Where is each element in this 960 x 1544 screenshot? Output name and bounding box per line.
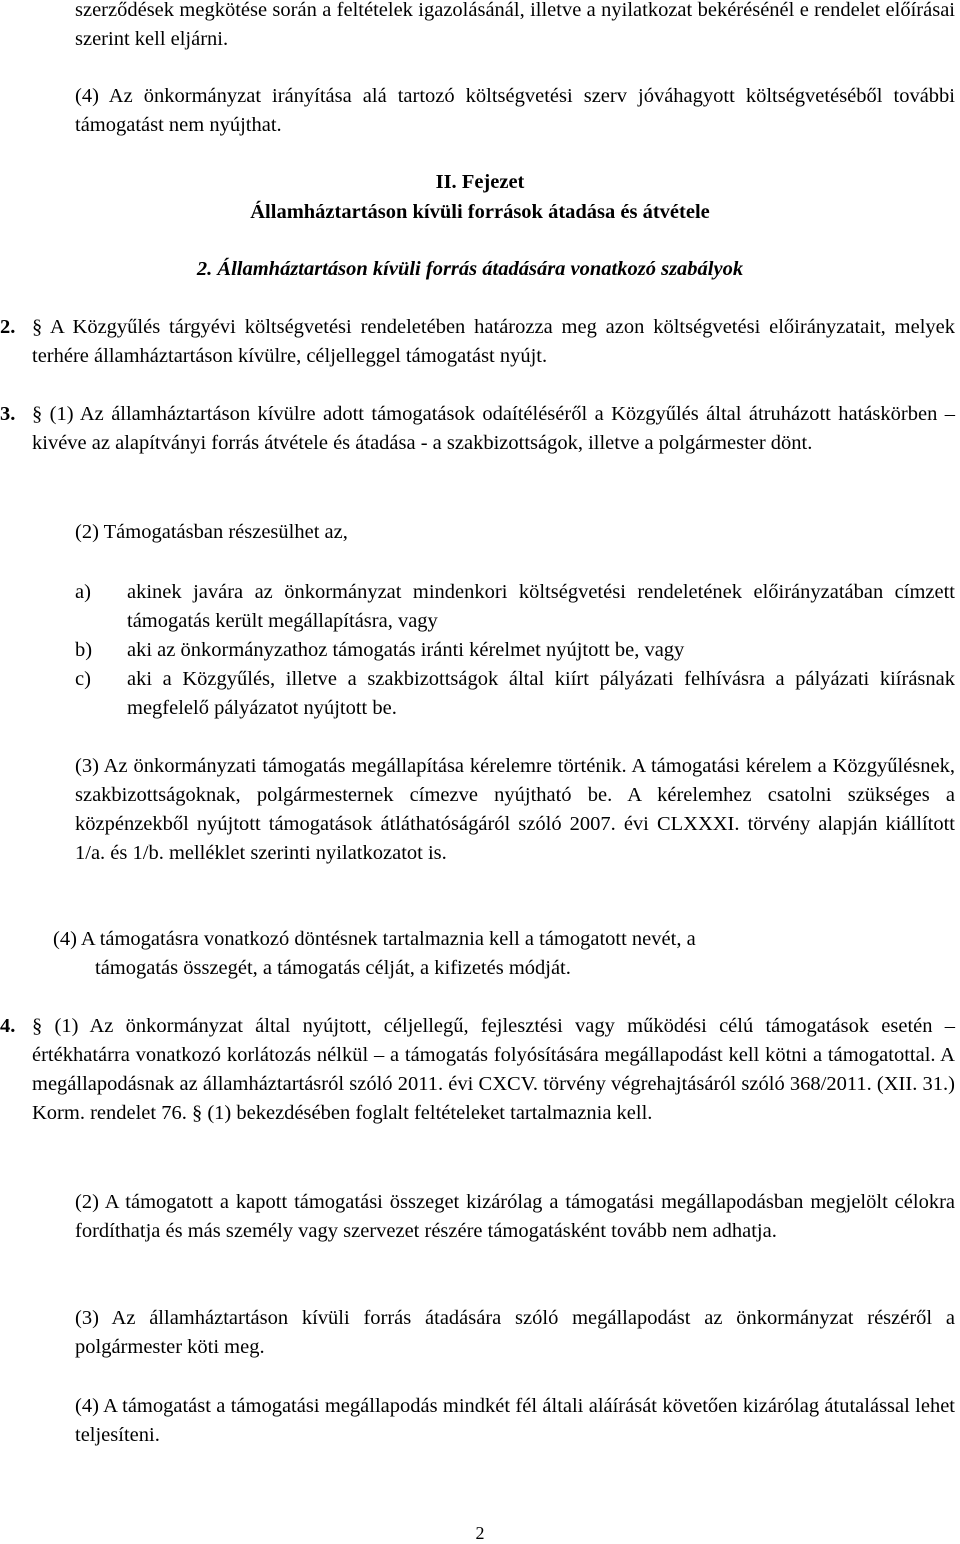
section-subheading: 2. Államháztartáson kívüli forrás átadására vonatkozó szabályok bbox=[196, 258, 744, 280]
section-sign-icon: § bbox=[32, 403, 43, 425]
list-item: aki a Közgyűlés, illetve a szakbizottságok által kiírt pályázati felhívásra a pályázati kiírásnak megfelelő pályázatot nyújtott be. bbox=[127, 668, 955, 719]
section-3-paragraph-3: (3) Az önkormányzati támogatás megállapítása kérelemre történik. A támogatási kérelem a Közgyűlésnek, szakbizottságoknak, polgármesternek címezve nyújtható be. A kérelemhez csatolni szükséges a közpénzekből nyújtott támogatások átláthatóságáról szóló 2007. évi CLXXXI. törvény alapján kiállított 1/a. és 1/b. melléklet szerinti nyilatkozatot is. bbox=[75, 755, 955, 864]
section-number-2: 2. bbox=[0, 316, 16, 338]
chapter-title: Államháztartáson kívüli források átadása és átvétele bbox=[250, 201, 710, 223]
section-4-paragraph-4: (4) A támogatást a támogatási megállapodás mindkét fél általi aláírását követően kizárólag átutalással lehet teljesíteni. bbox=[75, 1395, 955, 1446]
section-2-first-line bbox=[32, 313, 955, 371]
section-3-paragraph-1: § (1) Az államháztartáson kívülre adott támogatások odaítéléséről a Közgyűlés által átruházott hatáskörben – kivéve az alapítványi forrás átvétele és átadása - a szakbizottságok, illetve a polgármester dönt. bbox=[32, 403, 955, 454]
section-number-3: 3. bbox=[0, 403, 16, 425]
list-item-label: b) bbox=[75, 639, 93, 661]
chapter-number-line bbox=[0, 168, 960, 197]
section-3-paragraph-4-line-2: támogatás összegét, a támogatás célját, a kifizetés módját. bbox=[95, 957, 571, 979]
section-sign-icon: § bbox=[32, 1015, 43, 1037]
page-number: 2 bbox=[475, 1523, 485, 1543]
section-4-paragraph-1: § (1) Az önkormányzat által nyújtott, céljellegű, fejlesztési vagy működési célú támogatások esetén – értékhatárra vonatkozó korlátozás nélkül – a támogatás folyósítására megállapodást kell kötni a támogatottal. A megállapodásnak az államháztartásról szóló 2011. évi CXCV. törvény végrehajtásáról szóló 368/2011. (XII. 31.) Korm. rendelet 76. § (1) bekezdésében foglalt feltételeket tartalmaznia kell. bbox=[32, 1015, 956, 1124]
section-4-paragraph-2: (2) A támogatott a kapott támogatási összeget kizárólag a támogatási megállapodásban megjelölt célokra fordíthatja és más személy vagy szervezet részére támogatásként tovább nem adhatja. bbox=[75, 1191, 955, 1242]
chapter-word: Fejezet bbox=[461, 171, 525, 193]
paragraph-continuation: szerződések megkötése során a feltételek igazolásánál, illetve a nyilatkozat bekérésénél e rendelet előírásai szerint kell eljárni. bbox=[75, 0, 955, 50]
list-item-label: a) bbox=[75, 581, 91, 603]
paragraph-4: (4) Az önkormányzat irányítása alá tartozó költségvetési szerv jóváhagyott költségvetéséből további támogatást nem nyújthat. bbox=[75, 85, 955, 136]
list-item: akinek javára az önkormányzat mindenkori költségvetési rendeletének előirányzatában címzett támogatás került megállapításra, vagy bbox=[127, 581, 955, 632]
section-2-text: A Közgyűlés tárgyévi költségvetési rendeletében határozza meg azon költségvetési előirányzatait, melyek terhére államháztartáson kívülre, céljelleggel támogatást nyújt. bbox=[32, 316, 955, 367]
list-item-label: c) bbox=[75, 668, 91, 690]
section-number-4: 4. bbox=[0, 1015, 16, 1037]
section-3-paragraph-2: (2) Támogatásban részesülhet az, bbox=[75, 521, 348, 543]
list-item: aki az önkormányzathoz támogatás iránti kérelmet nyújtott be, vagy bbox=[127, 639, 685, 661]
section-3-paragraph-4-line-1: (4) A támogatásra vonatkozó döntésnek tartalmaznia kell a támogatott nevét, a bbox=[53, 928, 696, 950]
section-4-paragraph-3: (3) Az államháztartáson kívüli forrás átadására szóló megállapodást az önkormányzat részéről a polgármester köti meg. bbox=[75, 1307, 955, 1358]
chapter-number: II. bbox=[435, 171, 457, 193]
section-sign-icon: § bbox=[32, 316, 43, 338]
